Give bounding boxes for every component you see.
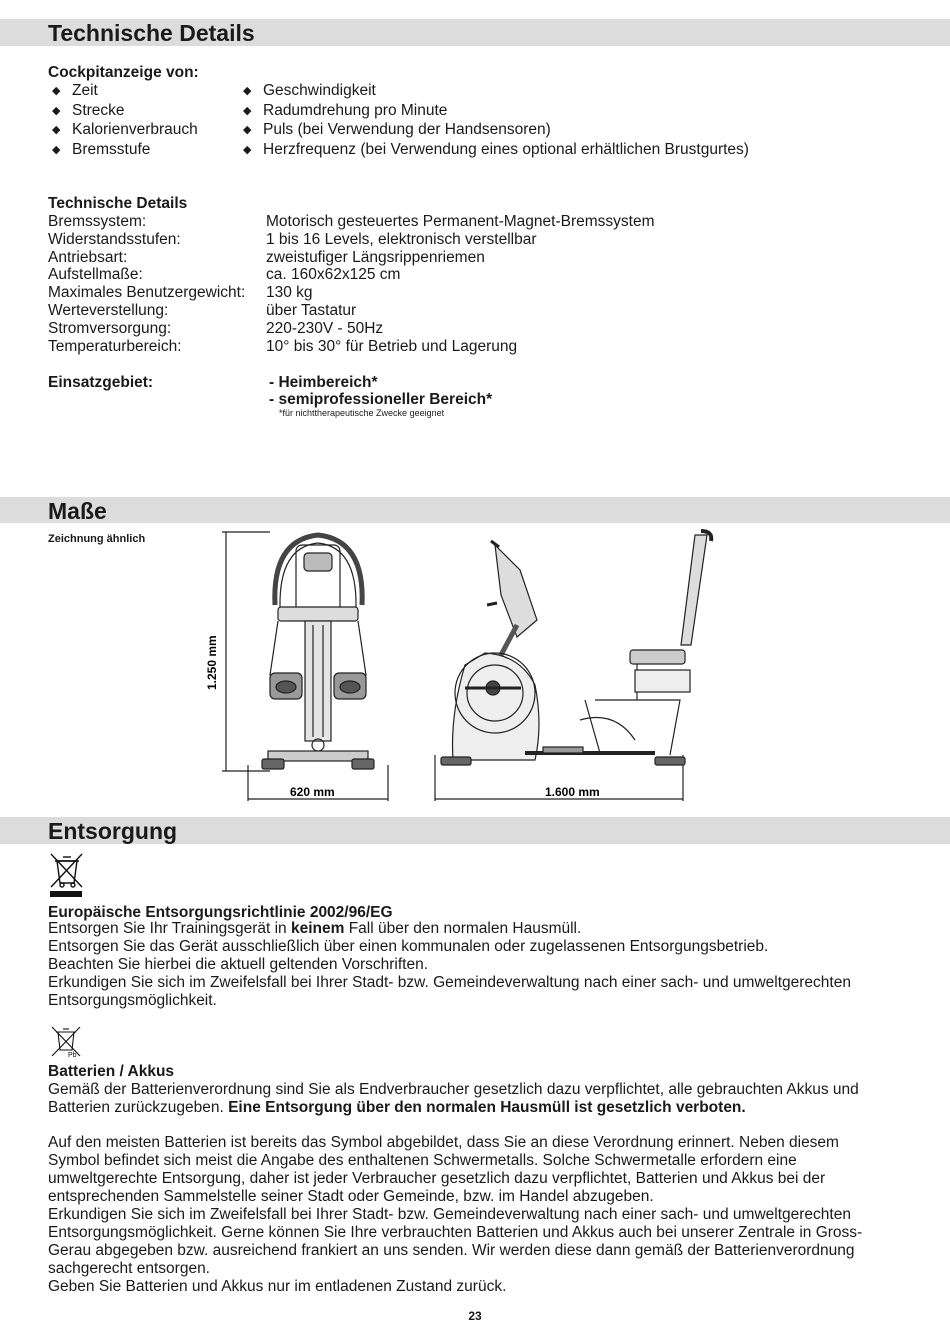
text-line: sachgerecht entsorgen. bbox=[48, 1260, 210, 1277]
tech-spec-key: Temperaturbereich: bbox=[48, 337, 182, 355]
bullet-icon: ◆ bbox=[243, 143, 252, 156]
tech-spec-row bbox=[48, 320, 383, 338]
tech-spec-row bbox=[48, 249, 485, 267]
text-line: umweltgerechte Entsorgung, daher ist jeder Verbraucher gesetzlich dazu verpflichtet, Batterien und Akkus bei der bbox=[48, 1170, 826, 1187]
text-line: Auf den meisten Batterien ist bereits das Symbol abgebildet, dass Sie an diese Verordnung erinnert. Neben diesem bbox=[48, 1134, 839, 1151]
bullet-icon: ◆ bbox=[52, 143, 61, 156]
tech-spec-key: Antriebsart: bbox=[48, 248, 128, 266]
bullet-icon: ◆ bbox=[52, 104, 61, 117]
text-line: entsprechenden Sammelstelle seiner Stadt oder Gemeinde, bzw. im Handel abzugeben. bbox=[48, 1188, 654, 1205]
crossed-bin-icon bbox=[48, 851, 84, 897]
right-item: Herzfrequenz (bei Verwendung eines optional erhältlichen Brustgurtes) bbox=[263, 140, 749, 158]
eu-directive-heading: Europäische Entsorgungsrichtlinie 2002/96/EG bbox=[48, 904, 393, 921]
left-item: Kalorienverbrauch bbox=[72, 121, 198, 138]
left-item: Zeit bbox=[72, 82, 98, 99]
cockpit-heading: Cockpitanzeige von: bbox=[48, 64, 199, 81]
einsatz-footnote: *für nichttherapeutische Zwecke geeignet bbox=[279, 408, 445, 418]
side-view-drawing bbox=[425, 525, 725, 805]
einsatz-label: Einsatzgebiet: bbox=[48, 374, 154, 391]
text-line: Geben Sie Batterien und Akkus nur im entladenen Zustand zurück. bbox=[48, 1278, 507, 1295]
bullet-icon: ◆ bbox=[243, 85, 252, 97]
text-line: Entsorgungsmöglichkeit. Gerne können Sie Ihre verbrauchten Batterien und Akkus auch bei unserer Zentrale in Gross- bbox=[48, 1224, 863, 1241]
left-item: Strecke bbox=[72, 101, 125, 119]
tech-spec-value: 10° bis 30° für Betrieb und Lagerung bbox=[266, 337, 518, 355]
text-line: Erkundigen Sie sich im Zweifelsfall bei Ihrer Stadt- bzw. Gemeindeverwaltung nach einer sach- und umweltgerechten bbox=[48, 1206, 851, 1223]
tech-spec-row bbox=[48, 284, 313, 302]
tech-spec-row bbox=[48, 213, 655, 231]
text-line: Entsorgen Sie das Gerät ausschließlich über einen kommunalen oder zugelassenen Entsorgungsbetrieb. bbox=[48, 938, 769, 955]
tech-spec-row bbox=[48, 266, 400, 284]
text-line: Symbol befindet sich meist die Angabe des enthaltenen Schwermetalls. Solche Schwermetalle erfordern eine bbox=[48, 1152, 797, 1169]
right-item: Puls (bei Verwendung der Handsensoren) bbox=[263, 121, 551, 138]
section-title-entsorgung: Entsorgung bbox=[0, 817, 950, 844]
drawing-note: Zeichnung ähnlich bbox=[48, 533, 146, 545]
tech-spec-value: ca. 160x62x125 cm bbox=[266, 266, 401, 284]
height-dimension: 1.250 mm bbox=[205, 635, 219, 690]
text-line: Erkundigen Sie sich im Zweifelsfall bei Ihrer Stadt- bzw. Gemeindeverwaltung nach einer sach- und umweltgerechten bbox=[48, 974, 851, 991]
einsatz-home: - Heimbereich* bbox=[269, 374, 378, 391]
battery-heading: Batterien / Akkus bbox=[48, 1063, 175, 1080]
battery-intro-text: Gemäß der Batterienverordnung sind Sie als Endverbraucher gesetzlich dazu verpflichtet, alle gebrauchten Akkus und Batterien zurückzugeben. Eine Entsorgung über den normalen Hausmüll ist gesetzlich verboten. bbox=[48, 1081, 859, 1116]
tech-spec-value: Motorisch gesteuertes Permanent-Magnet-Bremssystem bbox=[266, 213, 655, 230]
tech-spec-value: zweistufiger Längsrippenriemen bbox=[266, 248, 485, 266]
battery-bin-icon bbox=[48, 1024, 84, 1060]
tech-spec-row bbox=[48, 231, 537, 249]
tech-spec-key: Stromversorgung: bbox=[48, 319, 172, 337]
section-title-technische-details: Technische Details bbox=[0, 19, 950, 46]
text-line: Beachten Sie hierbei die aktuell geltenden Vorschriften. bbox=[48, 956, 428, 973]
battery-icon-label: Pb bbox=[68, 1052, 77, 1059]
tech-spec-value: 130 kg bbox=[266, 284, 313, 302]
tech-spec-key: Werteverstellung: bbox=[48, 302, 169, 319]
tech-spec-row bbox=[48, 302, 356, 320]
tech-spec-key: Maximales Benutzergewicht: bbox=[48, 284, 246, 302]
bullet-icon: ◆ bbox=[243, 124, 252, 136]
tech-spec-key: Widerstandsstufen: bbox=[48, 230, 181, 248]
section-title-masse: Maße bbox=[0, 497, 950, 523]
eu-directive-text: Entsorgen Sie Ihr Trainingsgerät in keinem Fall über den normalen Hausmüll. Entsorgen Sie das Gerät ausschließlich über einen kommunalen oder zugelassenen Entsorgungsbetrieb. Beachten Sie hierbei die aktuell geltenden Vorschriften. Erkundigen Sie sich im Zweifelsfall bei Ihrer Stadt- bzw. Gemeindeverwaltung nach einer sach- und umweltgerechten Entsorgungsmöglichkeit. bbox=[48, 920, 908, 1010]
tech-spec-key: Aufstellmaße: bbox=[48, 266, 143, 284]
einsatz-semipro: - semiprofessioneller Bereich* bbox=[269, 391, 493, 408]
page-number: 23 bbox=[468, 1309, 482, 1323]
bullet-icon: ◆ bbox=[243, 104, 252, 117]
text-line: Gerau abgegeben bzw. ausreichend frankiert an uns senden. Wir werden diese dann gemäß der Batterienverordnung bbox=[48, 1242, 855, 1259]
tech-spec-value: über Tastatur bbox=[266, 302, 357, 319]
battery-detail-text bbox=[48, 1134, 908, 1296]
left-item: Bremsstufe bbox=[72, 140, 151, 158]
text-line: Entsorgungsmöglichkeit. bbox=[48, 992, 217, 1009]
width-dimension: 620 mm bbox=[290, 785, 335, 799]
bullet-icon: ◆ bbox=[52, 85, 61, 97]
tech-spec-row bbox=[48, 338, 517, 356]
tech-spec-value: 220-230V - 50Hz bbox=[266, 319, 384, 337]
length-dimension: 1.600 mm bbox=[545, 785, 600, 799]
tech-spec-key: Bremssystem: bbox=[48, 213, 147, 230]
tech-spec-value: 1 bis 16 Levels, elektronisch verstellbar bbox=[266, 230, 537, 248]
right-item: Radumdrehung pro Minute bbox=[263, 101, 448, 119]
tech-heading: Technische Details bbox=[48, 195, 188, 212]
bullet-icon: ◆ bbox=[52, 124, 61, 136]
right-item: Geschwindigkeit bbox=[263, 82, 376, 99]
front-view-drawing bbox=[200, 525, 400, 805]
